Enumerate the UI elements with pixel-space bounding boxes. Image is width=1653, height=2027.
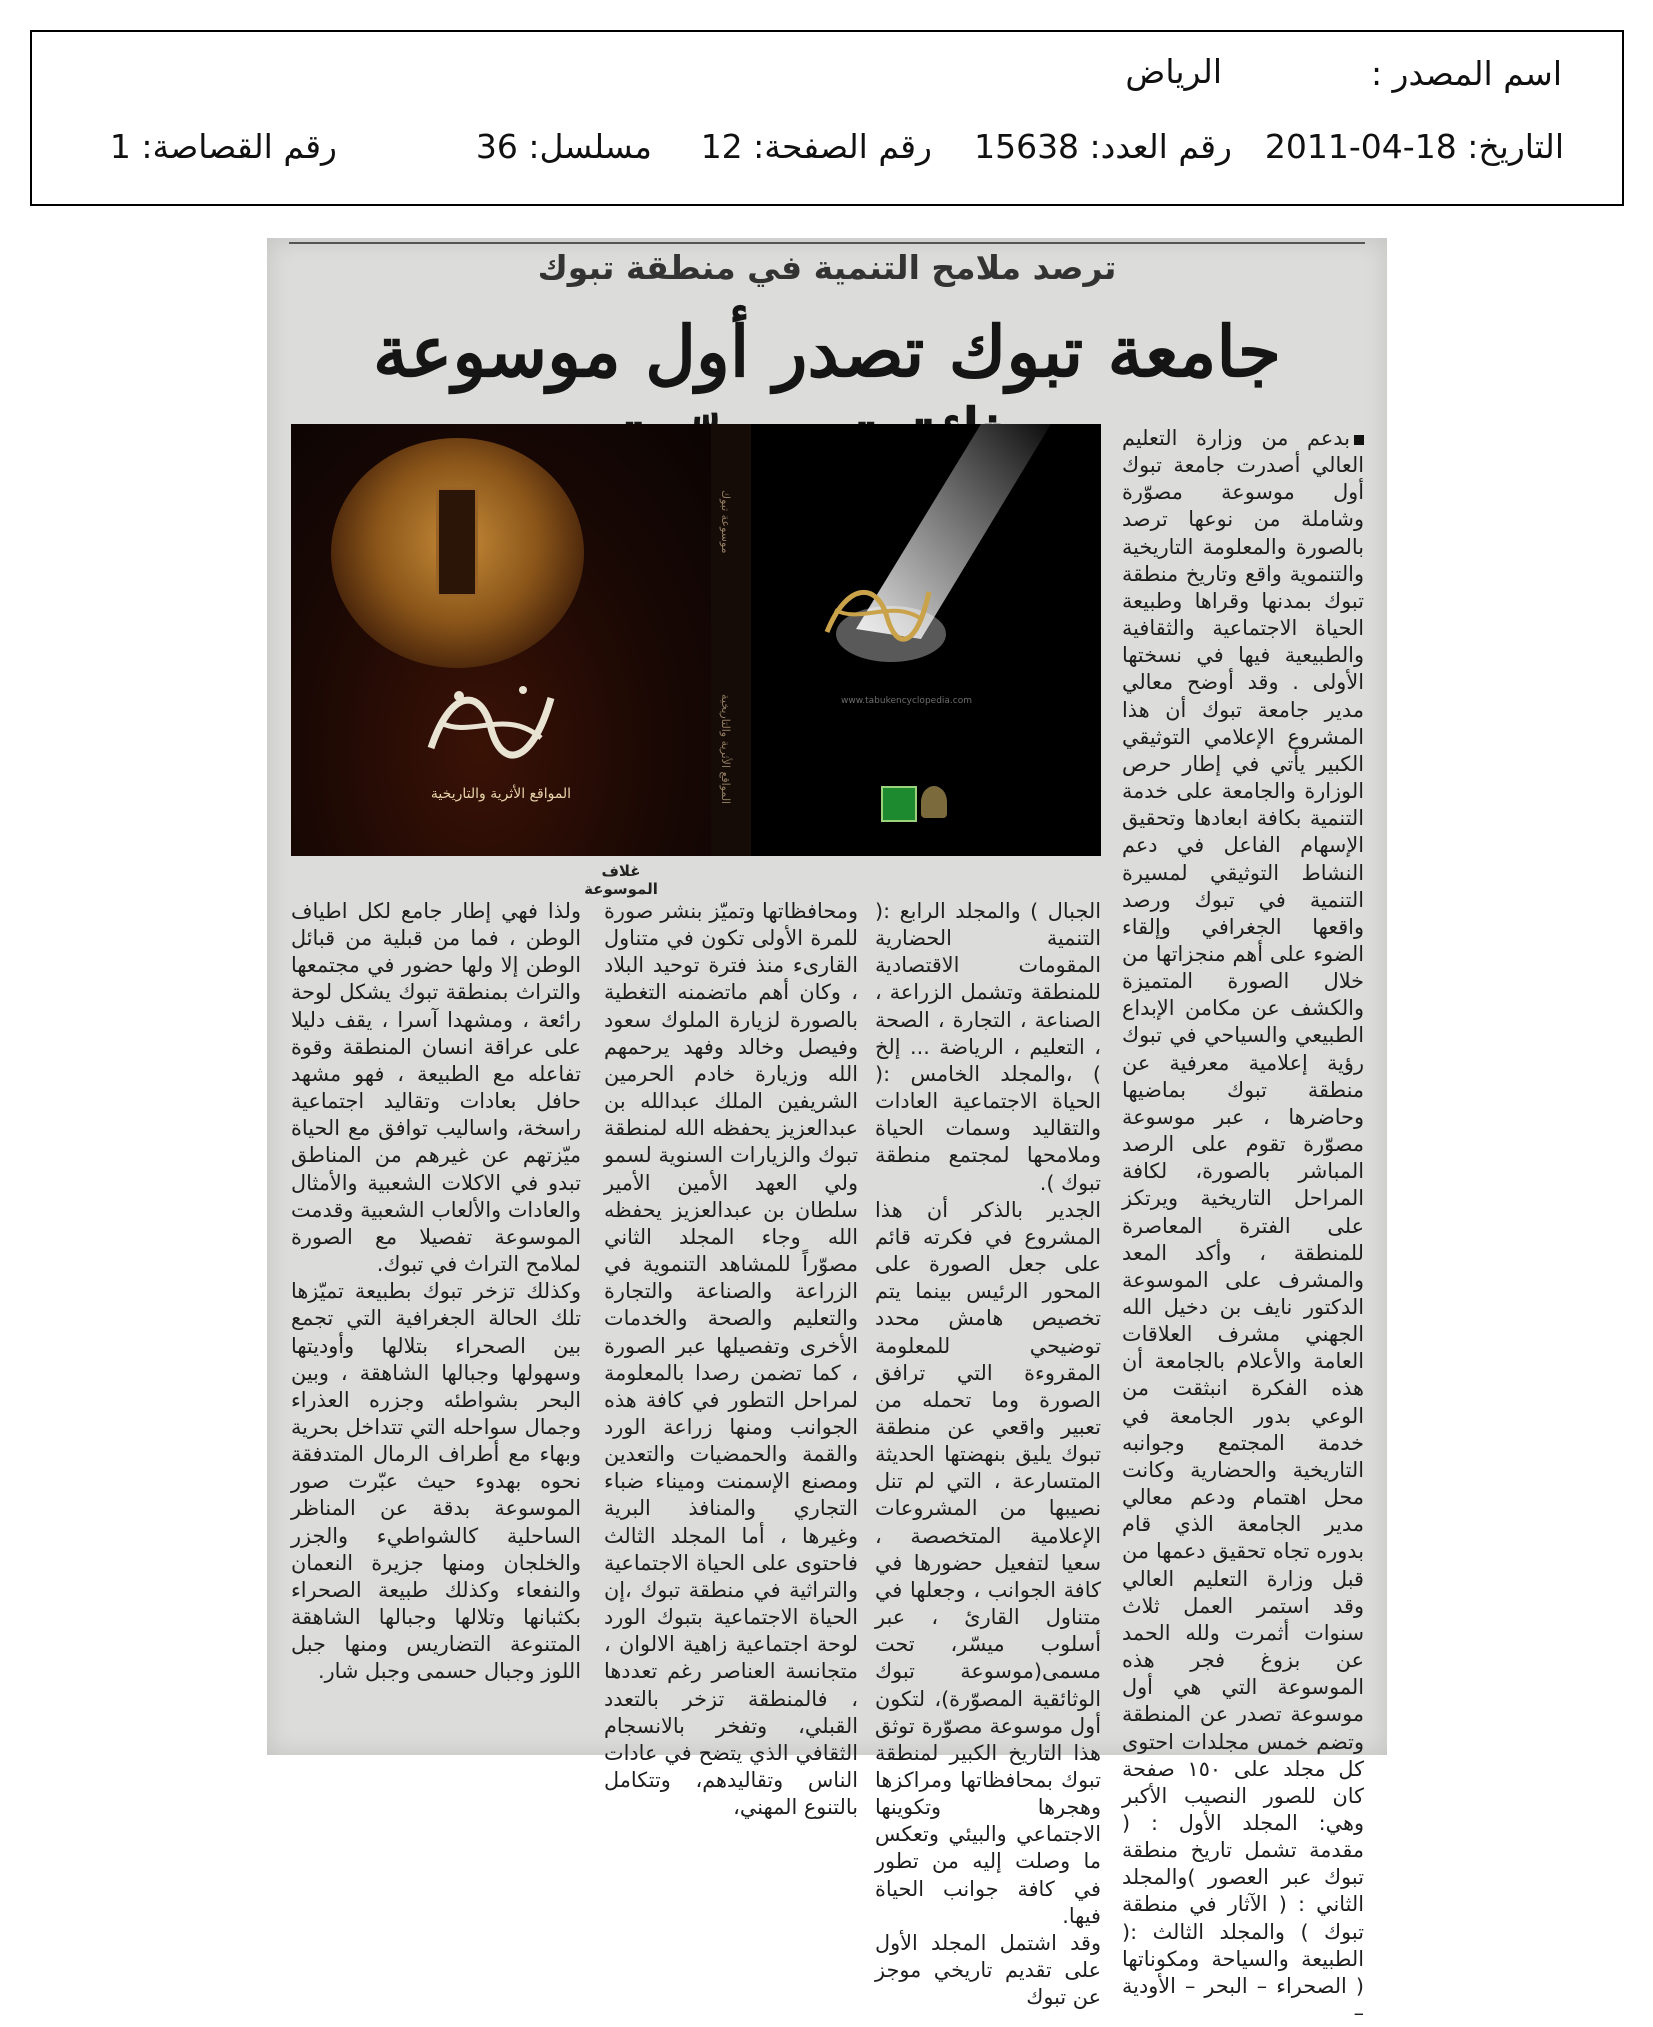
newspaper-clipping <box>267 238 1387 2026</box>
spine-subtitle: المواقع الأثرية والتاريخية <box>719 694 732 805</box>
cover-spine <box>711 424 751 856</box>
university-logo-icon <box>881 786 917 822</box>
issue-number-field: رقم العدد: 15638 <box>974 127 1232 166</box>
page-number-field: رقم الصفحة: 12 <box>700 127 932 166</box>
article-headline: جامعة تبوك تصدر أول موسوعة <box>373 310 1281 393</box>
article-column-4: ولذا فهي إطار جامع لكل اطياف الوطن ، فما من قبلية من قبائل الوطن إلا ولها حضور في مجتمعها والتراث بمنطقة تبوك يشكل لوحة رائعة ، ومشهدا آسرا ، يقف دليلا على عراقة انسان المنطقة وقوة تفاعله مع الطبيعة ، فهو مشهد حافل بعادات وتقاليد اجتماعية راسخة، واساليب توافق مع الحياة ميّزتهم عن غيرهم من المناطق تبدو في الاكلات الشعبية والأمثال والعادات والألعاب الشعبية وقدمت الموسوعة تفصيلا مع الصورة لملامح التراث في تبوك. وكذلك تزخر تبوك بطبيعة تميّزها تلك الحالة الجغرافية التي تجمع بين الصحراء بتلالها وأوديتها وسهولها وجبالها الشاهقة ، وبين البحر بشواطئه وجزره العذراء وجمال سواحله التي تتداخل بحرية وبهاء مع أطراف الرمال المتدفقة نحوه بهدوء حيث عبّرت صور الموسوعة بدقة عن المناظر الساحلية كالشواطيء والجزر والخلجان ومنها جزيرة النعمان والنفعاء وكذلك طبيعة الصحراء بكثبانها وتلالها وجبالها الشاهقة المتنوعة التضاريس ومنها جبل اللوز وجبال حسمى وجبل شار. <box>291 899 581 1684</box>
encyclopedia-cover-photo <box>291 424 1101 856</box>
cover-subtitle: المواقع الأثرية والتاريخية <box>430 786 572 802</box>
serial-number-field: مسلسل: 36 <box>475 127 652 166</box>
cover-front-panel <box>291 424 711 856</box>
ancient-doorway-shape <box>439 490 475 594</box>
source-value: الرياض <box>1125 52 1222 91</box>
article-column-2: الجبال ) والمجلد الرابع :( التنمية الحضارية المقومات الاقتصادية للمنطقة وتشمل الزراعة ، الصناعة ، التجارة ، الصحة ، التعليم ، الرياضة ... إلخ ) ،والمجلد الخامس :( الحياة الاجتماعية العادات والتقاليد وسمات الحياة وملامحها لمجتمع منطقة تبوك ). الجدير بالذكر أن هذا المشروع في فكرته قائم على جعل الصورة على المحور الرئيس بينما يتم تخصيص هامش محدد توضيحي للمعلومة المقروءة التي ترافق الصورة وما تحمله من تعبير واقعي عن منطقة تبوك يليق بنهضتها الحديثة المتسارعة ، التي لم تنل نصيبها من المشروعات الإعلامية المتخصصة ، سعيا لتفعيل حضورها في كافة الجوانب ، وجعلها في متناول القارئ ، عبر أسلوب ميسّر، تحت مسمى(موسوعة تبوك الوثائقية المصوّرة)، لتكون أول موسوعة مصوّرة توثق هذا التاريخ الكبير لمنطقة تبوك بمحافظاتها ومراكزها وهجرها وتكوينها الاجتماعي والبيئي وتعكس ما وصلت إليه من تطور في كافة جوانب الحياة فيها. وقد اشتمل المجلد الأول على تقديم تاريخي موجز عن تبوك <box>875 899 1101 2010</box>
archaeological-site-image <box>331 438 584 668</box>
top-rule-divider <box>289 242 1365 244</box>
cover-back-panel <box>751 424 1101 856</box>
article-kicker: ترصد ملامح التنمية في منطقة تبوك <box>537 248 1117 287</box>
cover-url: www.tabukencyclopedia.com <box>841 696 973 706</box>
date-field: التاريخ: 18-04-2011 <box>1264 127 1564 166</box>
article-column-1 <box>1122 425 1364 2027</box>
article-column-3: ومحافظاتها وتميّز بنشر صورة للمرة الأولى تكون في متناول القارىء منذ فترة توحيد البلاد ، وكان أهم ماتضمنه التغطية بالصورة لزيارة الملوك سعود وفيصل وخالد وفهد يرحمهم الله وزيارة خادم الحرمين الشريفين الملك عبدالله بن عبدالعزيز يحفظه الله لمنطقة تبوك والزيارات السنوية لسمو ولي العهد الأمين الأمير سلطان بن عبدالعزيز يحفظه الله وجاء المجلد الثاني مصوّراً للمشاهد التنموية في الزراعة والصناعة والتجارة والتعليم والصحة والخدمات الأخرى وتفصيلها عبر الصورة ، كما تضمن رصدا بالمعلومة لمراحل التطور في كافة هذه الجوانب ومنها زراعة الورد والقمة والحمضيات والتعدين ومصنع الإسمنت وميناء ضباء التجاري والمنافذ البرية وغيرها ، أما المجلد الثالث فاحتوى على الحياة الاجتماعية والتراثية في منطقة تبوك ،إن الحياة الاجتماعية بتبوك الورد لوحة اجتماعية زاهية الالوان ، متجانسة العناصر رغم تعددها ، فالمنطقة تزخر بالتعدد القبلي، وتفخر بالانسجام الثقافي الذي يتضح في عادات الناس وتقاليدهم، وتتكامل بالتنوع المهني، <box>604 899 858 1820</box>
clip-number-field: رقم القصاصة: 1 <box>109 127 337 166</box>
spine-title: موسوعة تبوك <box>719 490 732 554</box>
encyclopedia-logo-icon <box>817 562 937 658</box>
photo-caption: غلاف الموسوعة <box>584 862 658 898</box>
bullet-square-icon <box>1354 435 1364 445</box>
article-column-1-text: بدعم من وزارة التعليم العالي أصدرت جامعة تبوك أول موسوعة مصوّرة وشاملة من نوعها ترصد بالصورة والمعلومة التاريخية والتنموية واقع وتاريخ منطقة تبوك بمدنها وقراها وطبيعة الحياة الاجتماعية والثقافية والطبيعية فيها في نسختها الأولى . وقد أوضح معالي مدير جامعة تبوك أن هذا المشروع الإعلامي التوثيقي الكبير يأتي في إطار حرص الوزارة والجامعة على خدمة التنمية بكافة ابعادها وتحقيق الإسهام الفاعل في دعم النشاط التوثيقي لمسيرة التنمية في تبوك ورصد واقعها الجغرافي وإلقاء الضوء على أهم منجزاتها من خلال الصورة المتميزة والكشف عن مكامن الإبداع الطبيعي والسياحي في تبوك رؤية إعلامية معرفية عن منطقة تبوك بماضيها وحاضرها ، عبر موسوعة مصوّرة تقوم على الرصد المباشر بالصورة، لكافة المراحل التاريخية ويرتكز على الفترة المعاصرة للمنطقة ، وأكد المعد والمشرف على الموسوعة الدكتور نايف بن دخيل الله الجهني مشرف العلاقات العامة والأعلام بالجامعة أن هذه الفكرة انبثقت من الوعي بدور الجامعة في خدمة المجتمع وجوانبه التاريخية والحضارية وكانت محل اهتمام ودعم معالي مدير الجامعة الذي قام بدوره تجاه تحقيق دعمها من قبل وزارة التعليم العالي وقد استمر العمل ثلاث سنوات أثمرت ولله الحمد عن بزوغ فجر هذه الموسوعة التي هي أول موسوعة تصدر عن المنطقة وتضم خمس مجلدات احتوى كل مجلد على ١٥٠ صفحة كان للصور النصيب الأكبر وهي: المجلد الأول : ( مقدمة تشمل تاريخ منطقة تبوك عبر العصور )والمجلد الثاني : ( الآثار في منطقة تبوك ) والمجلد الثالث :( الطبيعة والسياحة ومكوناتها ( الصحراء – البحر – الأودية – <box>1122 426 1364 2026</box>
source-label: اسم المصدر : <box>1370 54 1562 93</box>
ministry-emblem-icon <box>921 786 947 818</box>
metadata-box <box>30 30 1624 206</box>
calligraphy-logo-icon <box>411 668 571 778</box>
